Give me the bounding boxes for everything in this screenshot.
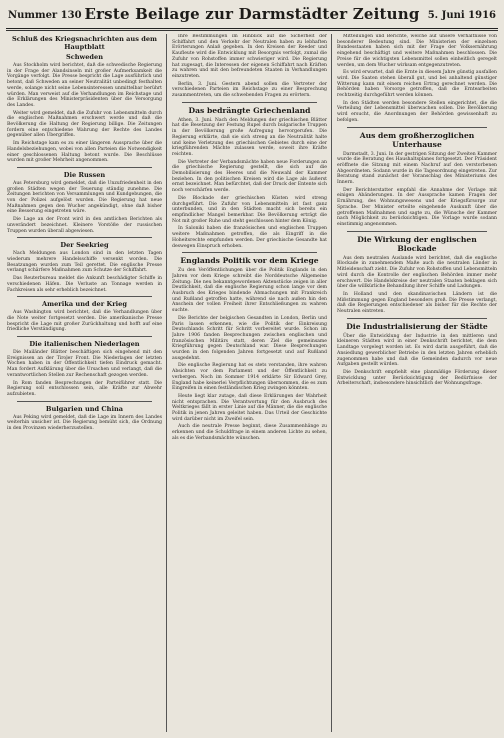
article-text: Die Berichte der belgischen Gesandten in London, Berlin und Paris lassen erkennen, wie die Politik der Einkreisung Deutschlands Schritt für Schritt vorbereitet wurde. Schon im Jahre 1906 fanden Besprechungen zwischen englischen und französischen Militärs statt, deren Ziel die gemeinsame Kriegführung gegen Deutschland war. Diese Besprechungen wurden in den folgenden Jahren fortgesetzt und auf Rußland ausgedehnt. [172, 315, 327, 361]
article-text: In den Städten werden besondere Stellen eingerichtet, die die Verteilung der Lebensmittel überwachen sollen. Die Bevölkerung wird ersucht, die Anordnungen der Behörden gewissenhaft zu befolgen. [337, 100, 497, 123]
separator [17, 401, 152, 402]
separator [17, 296, 152, 297]
column-rule [166, 34, 167, 732]
article-heading-italien: Die italienischen Niederlagen [29, 340, 140, 349]
article-text: Die Blockade der griechischen Küsten wird streng durchgeführt. Die Zufuhr von Lebensmitteln ist fast ganz unterbunden, und in den Städten macht sich bereits ein empfindlicher Mangel bemerkbar. Die Bevölkerung erträgt die Not mit großer Ruhe und steht geschlossen hinter dem König. [172, 195, 327, 224]
article-text: Die Denkschrift empfiehlt eine planmäßige Förderung dieser Entwicklung unter Berücksichtigung der Bedürfnisse der Arbeiterschaft, insbesondere hinsichtlich der Wohnungsfrage. [337, 369, 497, 387]
article-heading-unterhaus: Aus dem großherzoglichen Unterhause [359, 130, 475, 149]
article-text: Aus Peking wird gemeldet, daß die Lage im Innern des Landes weiterhin unsicher ist. Die Regierung bemüht sich, die Ordnung in den Provinzen wiederherzustellen. [7, 414, 162, 432]
article-text: Heute liegt klar zutage, daß diese Erklärungen der Wahrheit nicht entsprachen. Die Verantwortung für den Ausbruch des Weltkrieges fällt in erster Linie auf die Männer, die die englische Politik in jenen Jahren geleitet haben. Das Urteil der Geschichte wird darüber nicht im Zweifel sein. [172, 393, 327, 422]
article-text: In Holland und den skandinavischen Ländern ist die Mißstimmung gegen England besonders groß. Die Presse verlangt, daß die Regierungen entschiedener als bisher für die Rechte der Neutralen eintreten. [337, 291, 497, 315]
separator [347, 231, 487, 232]
article-text: Es wird erwartet, daß die Ernte in diesem Jahre günstig ausfallen wird. Die Saaten stehen überall gut, und bei anhaltend günstiger Witterung kann mit einem reichen Ertrag gerechnet werden. Die Behörden haben Vorsorge getroffen, daß die Erntearbeiten rechtzeitig durchgeführt werden können. [337, 70, 497, 99]
article-text: Die Vertreter der Verbandsmächte haben neue Forderungen an die griechische Regierung gestellt, die sich auf die Demobilisierung des Heeres und die Neuwahl der Kammer beziehen. In den politischen Kreisen wird die Lage als äußerst ernst bezeichnet. Man befürchtet, daß der Druck der Entente sich noch verschärfen werde. [172, 159, 327, 194]
article-text: Ihre Bestimmungen im Hinblick auf die Sicherheit der Schiffahrt und den Verkehr der Neutralen haben zu lebhaften Erörterungen Anlaß gegeben. In den Kreisen der Reeder und Kaufleute wird die Entwicklung mit Besorgnis verfolgt, zumal die Zufuhr von Rohstoffen immer schwieriger wird. Die Regierung hat zugesagt, die Interessen der eigenen Schiffahrt nach Kräften zu wahren und mit den befreundeten Staaten in Verhandlungen einzutreten. [172, 34, 327, 79]
article-heading-griechenland: Das bedrängte Griechenland [188, 105, 311, 115]
article-text: Athen, 3. Juni. Nach den Meldungen der griechischen Blätter hat die Besetzung der Festung Rupel durch bulgarische Truppen in der Bevölkerung große Aufregung hervorgerufen. Die Regierung erklärte, daß sie sich streng an die Neutralität halte und keine Verletzung des griechischen Gebietes durch eine der kriegführenden Mächte zulassen werde, soweit ihre Kräfte reichten. [172, 117, 327, 157]
article-text: Zu den Veröffentlichungen über die Politik Englands in den Jahren vor dem Kriege schreibt die Norddeutsche Allgemeine Zeitung: Die neu bekanntgewordenen Aktenstücke zeigen in aller Deutlichkeit, daß die englische Regierung schon lange vor dem Ausbruch des Krieges bindende Abmachungen mit Frankreich und Rußland getroffen hatte, während sie nach außen hin den Anschein der vollen Freiheit ihrer Entschließungen zu wahren suchte. [172, 268, 327, 314]
article-heading-blockade: Die Wirkung der englischen Blockade [357, 234, 477, 253]
article-text: Über die Entwicklung der Industrie in den mittleren und kleineren Städten wird in einer Denkschrift berichtet, die dem Landtage vorgelegt worden ist. Es wird darin ausgeführt, daß die Ansiedlung gewerblicher Betriebe in den letzten Jahren erheblich zugenommen habe und daß die Gemeinden dadurch vor neue Aufgaben gestellt würden. [337, 333, 497, 368]
column-2 [172, 34, 327, 734]
paper-title: Erste Beilage zur Darmstädter Zeitung [84, 5, 420, 23]
article-text: Aus dem neutralen Auslande wird berichtet, daß die englische Blockade in zunehmendem Maße auch die neutralen Länder in Mitleidenschaft zieht. Die Zufuhr von Rohstoffen und Lebensmitteln wird durch die Kontrolle der englischen Behörden immer mehr erschwert. Die Handelskreise der neutralen Staaten beklagen sich über die willkürliche Behandlung ihrer Schiffe und Ladungen. [337, 255, 497, 290]
article-heading-seekrieg: Der Seekrieg [60, 241, 109, 250]
article-text: Darmstadt, 3. Juni. In der gestrigen Sitzung der Zweiten Kammer wurde die Beratung des Haushaltsplanes fortgesetzt. Der Präsident eröffnete die Sitzung mit einem Nachruf auf den verstorbenen Abgeordneten. Sodann wurde in die Tagesordnung eingetreten. Zur Beratung stand zunächst der Voranschlag des Ministeriums des Innern. [337, 151, 497, 186]
column-3 [337, 34, 497, 734]
article-text: Auch die neutrale Presse beginnt, diese Zusammenhänge zu erkennen und die Schuldfrage in einem anderen Lichte zu sehen, als es die Verbandsmächte wünschen. [172, 424, 327, 441]
separator [347, 318, 487, 319]
article-heading-industrialisierung: Die Industrialisierung der Städte [346, 321, 488, 331]
separator [182, 102, 317, 103]
separator [17, 167, 152, 168]
section-heading: Schluß des Kriegsnachrichten aus dem Hauptblatt [11, 35, 158, 51]
article-text: Die Lage an der Front wird in den amtlichen Berichten als unverändert bezeichnet. Kleinere Vorstöße der russischen Truppen wurden überall abgewiesen. [7, 217, 162, 234]
article-text: Weiter wird gemeldet, daß die Zufuhr von Lebensmitteln durch die englischen Maßnahmen erschwert werde und daß die Bevölkerung die Haltung der Regierung billige. Die Zeitungen fordern eine entschiedene Wahrung der Rechte des Landes gegenüber allen Übergriffen. [7, 110, 162, 139]
article-text: Aus Stockholm wird berichtet, daß die schwedische Regierung in der Frage der Alandsinseln mit großer Aufmerksamkeit die Vorgänge verfolgt. Die Presse bespricht die Lage ausführlich und betont, daß Schweden an seiner Neutralität unbedingt festhalten werde, solange nicht seine Lebensinteressen unmittelbar berührt würden. Man verweist auf die Verhandlungen im Reichstage und die Erklärungen des Ministerpräsidenten über die Versorgung des Landes. [7, 63, 162, 108]
article-heading-schweden: Schweden [65, 53, 104, 61]
masthead-rule [6, 30, 498, 31]
article-heading-englands-politik: Englands Politik vor dem Kriege [180, 256, 319, 266]
column-rule [331, 34, 332, 732]
article-text: Aus Petersburg wird gemeldet, daß die Unzufriedenheit in den großen Städten wegen der Teuerung ständig zunehme. Die Zeitungen berichten von Versammlungen und Kundgebungen, die von der Polizei aufgelöst wurden. Die Regierung hat neue Maßnahmen gegen den Wucher angekündigt, ohne daß bisher eine Besserung eingetreten wäre. [7, 180, 162, 215]
article-text: Berlin, 3. Juni. Gestern abend sollen die Vertreter der verschiedenen Parteien im Reichstage zu einer Besprechung zusammentreten, um die schwebenden Fragen zu erörtern. [172, 81, 327, 99]
article-heading-china: Bulgarien und China [45, 404, 124, 413]
issue-number: Nummer 130 [8, 10, 82, 21]
article-text: Im Reichstage kam es zu einer längeren Aussprache über die Handelsbeziehungen, wobei von allen Parteien die Notwendigkeit einer geschlossenen Haltung betont wurde. Die Beschlüsse wurden mit großer Mehrheit angenommen. [7, 141, 162, 164]
article-text: In Saloniki haben die französischen und englischen Truppen weitere Maßnahmen getroffen, die als Eingriff in die Hoheitsrechte empfunden werden. Der griechische Gesandte hat deswegen Einspruch erhoben. [172, 226, 327, 249]
column-1 [7, 34, 162, 734]
article-heading-russen: Die Russen [63, 170, 106, 179]
article-text: Aus Washington wird berichtet, daß die Verhandlungen über die Note weiter fortgesetzt werden. Die amerikanische Presse bespricht die Lage mit großer Zurückhaltung und hofft auf eine friedliche Verständigung. [7, 310, 162, 333]
article-heading-amerika: Amerika und der Krieg [42, 300, 127, 309]
article-text: Die Mailänder Blätter beschäftigen sich eingehend mit den Ereignissen an der Tiroler Front. Die Niederlagen der letzten Wochen haben in der Öffentlichkeit tiefen Eindruck gemacht. Man fordert Aufklärung über die Ursachen und verlangt, daß die verantwortlichen Stellen zur Rechenschaft gezogen werden. [7, 350, 162, 378]
masthead [6, 4, 498, 29]
article-text: Der Berichterstatter empfahl die Annahme der Vorlage mit einigen Abänderungen. In der Aussprache kamen Fragen der Ernährung, des Wohnungswesens und der Kriegsfürsorge zur Sprache. Der Minister erteilte eingehende Auskunft über die getroffenen Maßnahmen und sagte zu, die Wünsche der Kammer nach Möglichkeit zu berücksichtigen. Die Vorlage wurde sodann einstimmig angenommen. [337, 187, 497, 227]
separator [347, 127, 487, 128]
separator [17, 237, 152, 238]
issue-date: 5. Juni 1916 [427, 10, 496, 21]
article-text: Nach Meldungen aus London sind in den letzten Tagen wiederum mehrere Handelsschiffe versenkt worden. Die Besatzungen wurden zum Teil gerettet. Die englische Presse verlangt schärfere Maßnahmen zum Schutze der Schiffahrt. [7, 251, 162, 274]
article-text: In Rom fanden Besprechungen der Parteiführer statt. Die Regierung soll entschlossen sein, alle Kräfte zur Abwehr aufzubieten. [7, 380, 162, 397]
separator [182, 252, 317, 253]
article-text: Das Reuterbureau meldet die Ankunft beschädigter Schiffe in verschiedenen Häfen. Die Verluste an Tonnage werden in Fachkreisen als sehr erheblich bezeichnet. [7, 276, 162, 293]
article-text: Mitteilungen und Berichte, welche auf unsere Verhältnisse von besonderer Bedeutung sind. Die Ministerien der einzelnen Bundesstaaten haben sich mit der Frage der Volksernährung eingehend beschäftigt und weitere Maßnahmen beschlossen. Die Preise für die wichtigsten Lebensmittel sollen einheitlich geregelt werden, um dem Wucher wirksam entgegenzutreten. [337, 34, 497, 68]
article-text: Die englische Regierung hat es stets verstanden, ihre wahren Absichten vor dem Parlament und der Öffentlichkeit zu verbergen. Noch im Sommer 1914 erklärte Sir Edward Grey, England habe keinerlei Verpflichtungen übernommen, die es zum Eingreifen in einen festländischen Krieg zwingen könnten. [172, 363, 327, 392]
separator [17, 336, 152, 337]
